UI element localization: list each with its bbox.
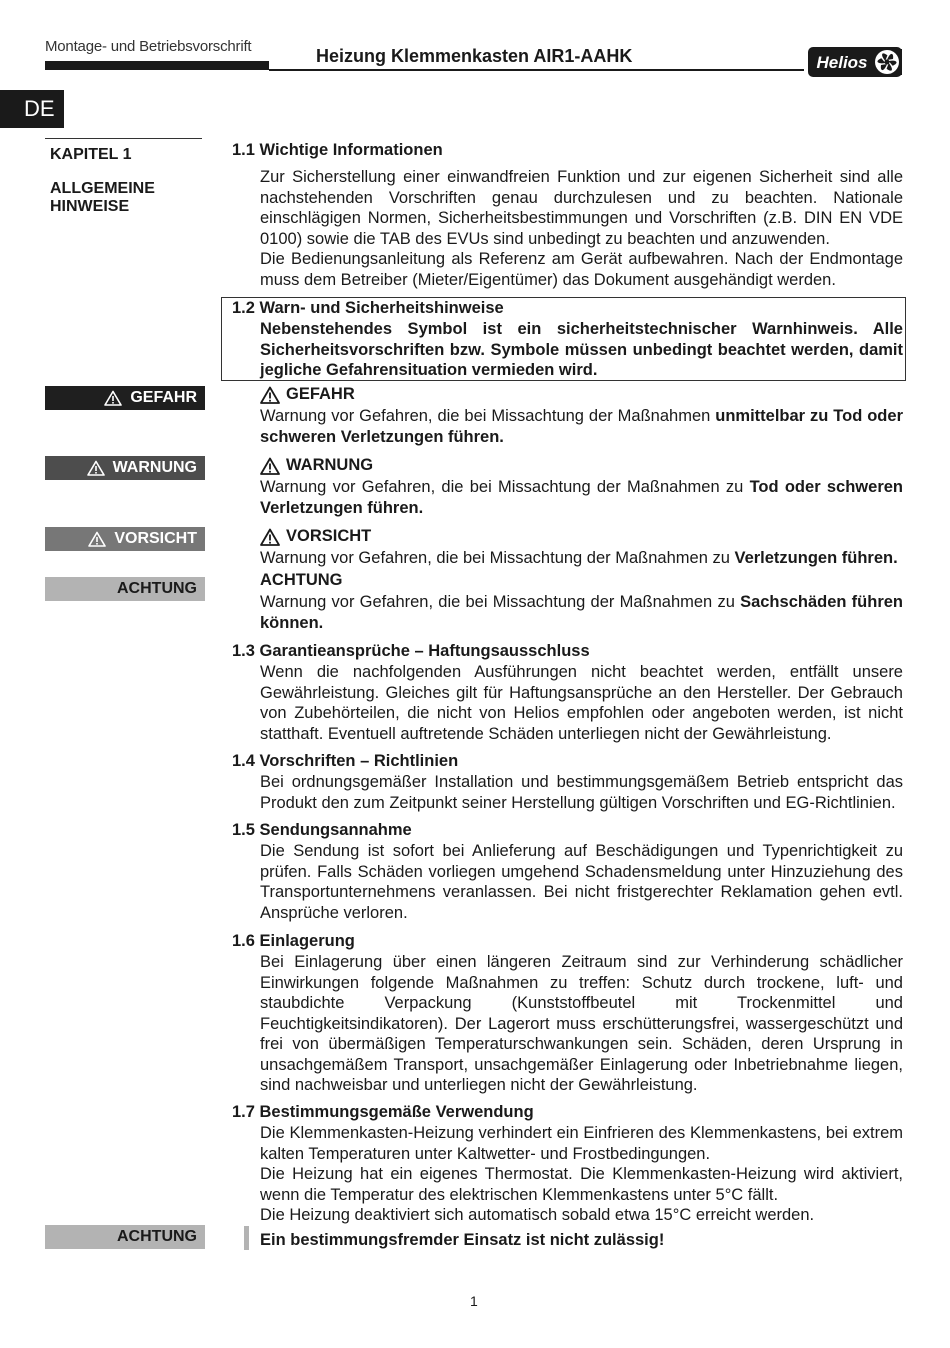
sidebar-rule — [45, 138, 202, 139]
section-1-4-title: 1.4 Vorschriften – Richtlinien — [232, 752, 459, 770]
fan-icon — [875, 50, 899, 74]
logo-text: Helios — [816, 53, 868, 72]
label-achtung-final: ACHTUNG — [45, 1225, 205, 1249]
document-type: Montage- und Betriebsvorschrift — [45, 38, 252, 55]
label-achtung: ACHTUNG — [45, 577, 205, 601]
vorsicht-text: Warnung vor Gefahren, die bei Missachtung der Maßnahmen zu Verletzungen führen. — [260, 549, 898, 567]
section-1-2-body: Nebenstehendes Symbol ist ein sicherheitstechnischer Warnhinweis. Alle Sicherheitsvorschriften bzw. Symbole müssen unbedingt beachtet werden, damit jegliche Gefahrensituation vermieden wird. — [260, 320, 903, 379]
section-1-5-body: Die Sendung ist sofort bei Anlieferung auf Beschädigungen und Typenrichtigkeit zu prüfen. Falls Schäden vorliegen umgehend Schadensmeldung unter Hinzuziehung des Transportunternehmens veranlassen. Bei nicht fristgerechter Reklamation gehen evtl. Ansprüche verloren. — [260, 842, 903, 922]
achtung-heading: ACHTUNG — [260, 571, 343, 589]
section-1-5-title: 1.5 Sendungsannahme — [232, 821, 412, 839]
section-1-2-title: 1.2 Warn- und Sicherheitshinweise — [232, 299, 504, 317]
warning-triangle-icon — [260, 457, 280, 475]
gefahr-heading: GEFAHR — [260, 385, 355, 404]
section-1-6-body: Bei Einlagerung über einen längeren Zeitraum sind zur Verhinderung schädlicher Einwirkungen folgende Maßnahmen zu treffen: Schutz durch trockene, luft- und staubdichte Verpackung (Kunststoffbeutel mit Trockenmittel und Feuchtigkeitsindikatoren). Der Lagerort muss erschütterungsfrei, wassergeschützt und frei von übermäßigen Temperaturschwankungen sein. Schäden, deren Ursprung in unsachgemäßem Transport, unsachgemäßer Einlagerung oder Inbetriebnahme liegen, sind nachweisbar und unterliegen nicht der Gewährleistung. — [260, 953, 903, 1094]
section-1-1-title: 1.1 Wichtige Informationen — [232, 141, 443, 159]
section-1-7-body: Die Klemmenkasten-Heizung verhindert ein Einfrieren des Klemmenkastens, bei extrem kalten Temperaturen unter Kaltwetter- und Frostbedingungen. Die Heizung hat ein eigenes Thermostat. Die Klemmenkasten-Heizung wird aktiviert, wenn die Temperatur des elektrischen Klemmenkastens unter 5°C fällt. Die Heizung deaktiviert sich automatisch sobald etwa 15°C erreicht werden. — [260, 1124, 903, 1224]
warning-triangle-icon — [260, 528, 280, 546]
label-warnung: WARNUNG — [45, 456, 205, 480]
language-tab: DE — [0, 90, 64, 128]
label-vorsicht: VORSICHT — [45, 527, 205, 551]
warning-triangle-icon — [260, 386, 280, 404]
achtung-text: Warnung vor Gefahren, die bei Missachtung der Maßnahmen zu Sachschäden führen können. — [260, 593, 903, 632]
section-1-4-body: Bei ordnungsgemäßer Installation und bestimmungsgemäßem Betrieb entspricht das Produkt den zum Zeitpunkt seiner Herstellung gültigen Vorschriften und EG-Richtlinien. — [260, 773, 903, 812]
section-1-6-title: 1.6 Einlagerung — [232, 932, 355, 950]
section-1-3-body: Wenn die nachfolgenden Ausführungen nicht beachtet werden, entfällt unsere Gewährleistung. Gleiches gilt für Haftungsansprüche an den Hersteller. Der Gebrauch von Zubehörteilen, die nicht von Helios empfohlen oder angeboten werden, ist nicht statthaft. Eventuell auftretende Schäden unterliegen nicht der Gewährleistung. — [260, 663, 903, 743]
warnung-text: Warnung vor Gefahren, die bei Missachtung der Maßnahmen zu Tod oder schweren Verletzungen führen. — [260, 478, 903, 517]
notice-bar — [244, 1226, 249, 1250]
header-rule — [269, 69, 804, 71]
document-title: Heizung Klemmenkasten AIR1-AAHK — [316, 46, 633, 66]
chapter-title: ALLGEMEINE HINWEISE — [50, 180, 155, 215]
page-number: 1 — [470, 1293, 478, 1309]
final-notice: Ein bestimmungsfremder Einsatz ist nicht zulässig! — [260, 1231, 665, 1249]
warning-triangle-icon — [88, 531, 106, 547]
warnung-heading: WARNUNG — [260, 456, 373, 475]
helios-logo — [806, 45, 904, 79]
vorsicht-heading: VORSICHT — [260, 527, 371, 546]
section-1-1-body: Zur Sicherstellung einer einwandfreien Funktion und zur eigenen Sicherheit sind alle nachstehenden Vorschriften genau durchzulesen und zu beachten. Nationale einschlägigen Normen, Sicherheitsbestimmungen und Vorschriften (z.B. DIN EN VDE 0100) sowie die TAB des EVUs sind unbedingt zu beachten und anzuwenden. Die Bedienungsanleitung als Referenz am Gerät aufbewahren. Nach der Endmontage muss dem Betreiber (Mieter/Eigentümer) das Dokument ausgehändigt werden. — [260, 168, 903, 289]
gefahr-text: Warnung vor Gefahren, die bei Missachtung der Maßnahmen unmittelbar zu Tod oder schweren Verletzungen führen. — [260, 407, 903, 446]
header-bar — [45, 61, 269, 70]
section-1-7-title: 1.7 Bestimmungsgemäße Verwendung — [232, 1103, 534, 1121]
chapter-number: KAPITEL 1 — [50, 146, 132, 163]
warning-triangle-icon — [104, 390, 122, 406]
section-1-3-title: 1.3 Garantieansprüche – Haftungsausschluss — [232, 642, 590, 660]
label-gefahr: GEFAHR — [45, 386, 205, 410]
warning-triangle-icon — [87, 460, 105, 476]
